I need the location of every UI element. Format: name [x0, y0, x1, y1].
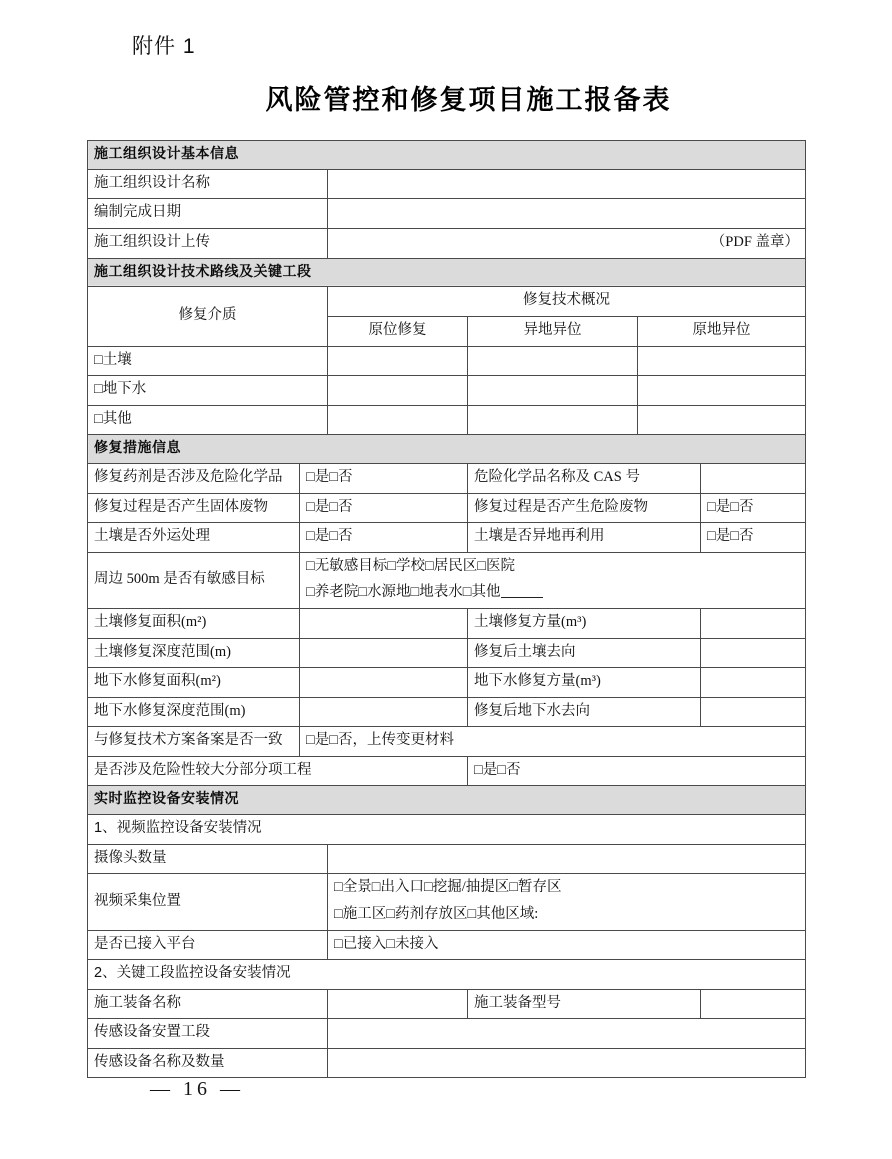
table-row — [88, 668, 806, 698]
label-plan-consistency: 与修复技术方案备案是否一致 — [88, 727, 300, 757]
checkbox-agent-hazardous-chemical[interactable]: □是□否 — [300, 464, 468, 494]
table-row — [88, 464, 806, 494]
label-soil-offsite-reuse: 土壤是否异地再利用 — [468, 523, 701, 553]
label-hazardous-waste: 修复过程是否产生危险废物 — [468, 493, 701, 523]
field-groundwater-destination[interactable] — [701, 697, 806, 727]
checkbox-soil-offsite-reuse[interactable]: □是□否 — [701, 523, 806, 553]
checkbox-media-soil[interactable]: □土壤 — [88, 346, 328, 376]
label-groundwater-repair-area: 地下水修复面积(m²) — [88, 668, 300, 698]
sensitive-targets-line-2-text: □养老院□水源地□地表水□其他 — [306, 584, 501, 601]
attachment-label: 附件 1 — [132, 35, 196, 58]
header-repair-media: 修复介质 — [88, 287, 328, 346]
cell-soil-ex-situ-onsite[interactable] — [638, 346, 806, 376]
label-solid-waste: 修复过程是否产生固体废物 — [88, 493, 300, 523]
header-repair-tech-overview: 修复技术概况 — [328, 287, 806, 317]
label-camera-count: 摄像头数量 — [88, 844, 328, 874]
table-row — [88, 405, 806, 435]
label-equipment-name: 施工装备名称 — [88, 989, 328, 1019]
field-sensor-name-qty[interactable] — [328, 1048, 806, 1078]
label-soil-repair-volume: 土壤修复方量(m³) — [468, 608, 701, 638]
field-equipment-model[interactable] — [701, 989, 806, 1019]
cell-groundwater-ex-situ-onsite[interactable] — [638, 376, 806, 406]
table-row — [88, 989, 806, 1019]
cell-other-ex-situ-offsite[interactable] — [468, 405, 638, 435]
cell-other-ex-situ-onsite[interactable] — [638, 405, 806, 435]
field-sensor-location[interactable] — [328, 1019, 806, 1049]
table-row — [88, 815, 806, 845]
section-header-monitoring: 实时监控设备安装情况 — [88, 786, 806, 815]
table-row — [88, 1019, 806, 1049]
table-row — [88, 727, 806, 757]
label-groundwater-repair-volume: 地下水修复方量(m³) — [468, 668, 701, 698]
checkbox-solid-waste[interactable]: □是□否 — [300, 493, 468, 523]
table-row — [88, 199, 806, 229]
table-row — [88, 376, 806, 406]
sensitive-targets-other-blank[interactable] — [501, 597, 543, 598]
checkbox-hazardous-waste[interactable]: □是□否 — [701, 493, 806, 523]
label-soil-repair-area: 土壤修复面积(m²) — [88, 608, 300, 638]
section-header-basic-info: 施工组织设计基本信息 — [88, 141, 806, 170]
sensitive-targets-line-2[interactable] — [306, 583, 799, 603]
checkbox-media-other[interactable]: □其他 — [88, 405, 328, 435]
sensitive-targets-line-1[interactable]: □无敏感目标□学校□居民区□医院 — [306, 557, 516, 574]
field-groundwater-repair-volume[interactable] — [701, 668, 806, 698]
checkbox-group-capture-position[interactable] — [328, 874, 806, 930]
table-row — [88, 874, 806, 930]
label-dangerous-subproject: 是否涉及危险性较大分部分项工程 — [88, 756, 468, 786]
checkbox-group-sensitive-targets[interactable] — [300, 552, 806, 608]
section-header-measures: 修复措施信息 — [88, 435, 806, 464]
label-agent-hazardous-chemical: 修复药剂是否涉及危险化学品 — [88, 464, 300, 494]
capture-position-line-2[interactable]: □施工区□药剂存放区□其他区域: — [334, 905, 539, 922]
cell-soil-ex-situ-offsite[interactable] — [468, 346, 638, 376]
checkbox-dangerous-subproject[interactable]: □是□否 — [468, 756, 806, 786]
table-row — [88, 169, 806, 199]
table-row — [88, 697, 806, 727]
table-row — [88, 523, 806, 553]
label-soil-repair-depth: 土壤修复深度范围(m) — [88, 638, 300, 668]
section-header-row — [88, 435, 806, 464]
field-completion-date[interactable] — [328, 199, 806, 229]
field-soil-repair-depth[interactable] — [300, 638, 468, 668]
label-soil-destination: 修复后土壤去向 — [468, 638, 701, 668]
field-groundwater-repair-depth[interactable] — [300, 697, 468, 727]
label-sensor-location: 传感设备安置工段 — [88, 1019, 328, 1049]
table-row — [88, 552, 806, 608]
header-tech-in-situ: 原位修复 — [328, 317, 468, 347]
field-equipment-name[interactable] — [328, 989, 468, 1019]
table-row — [88, 844, 806, 874]
cell-groundwater-ex-situ-offsite[interactable] — [468, 376, 638, 406]
field-soil-repair-volume[interactable] — [701, 608, 806, 638]
page-number: — 16 — — [150, 1078, 244, 1100]
header-tech-ex-situ-offsite: 异地异位 — [468, 317, 638, 347]
checkbox-plan-consistency[interactable]: □是□否，上传变更材料 — [300, 727, 806, 757]
subsection-key-section-monitoring: 2、关键工段监控设备安装情况 — [88, 960, 806, 990]
table-row — [88, 756, 806, 786]
section-header-row — [88, 786, 806, 815]
checkbox-platform-connected[interactable]: □已接入□未接入 — [328, 930, 806, 960]
table-row — [88, 346, 806, 376]
label-equipment-model: 施工装备型号 — [468, 989, 701, 1019]
section-header-tech-route: 施工组织设计技术路线及关键工段 — [88, 258, 806, 287]
header-tech-ex-situ-onsite: 原地异位 — [638, 317, 806, 347]
field-chemical-name-cas[interactable] — [701, 464, 806, 494]
capture-position-line-1[interactable]: □全景□出入口□挖掘/抽提区□暂存区 — [334, 879, 562, 896]
table-row — [88, 608, 806, 638]
checkbox-soil-offsite-treatment[interactable]: □是□否 — [300, 523, 468, 553]
label-groundwater-destination: 修复后地下水去向 — [468, 697, 701, 727]
field-camera-count[interactable] — [328, 844, 806, 874]
label-sensitive-targets: 周边 500m 是否有敏感目标 — [88, 552, 300, 608]
checkbox-media-groundwater[interactable]: □地下水 — [88, 376, 328, 406]
table-row — [88, 287, 806, 317]
field-soil-repair-area[interactable] — [300, 608, 468, 638]
cell-soil-in-situ[interactable] — [328, 346, 468, 376]
table-row — [88, 930, 806, 960]
label-chemical-name-cas: 危险化学品名称及 CAS 号 — [468, 464, 701, 494]
label-groundwater-repair-depth: 地下水修复深度范围(m) — [88, 697, 300, 727]
page-title: 风险管控和修复项目施工报备表 — [265, 85, 672, 116]
table-row — [88, 638, 806, 668]
label-capture-position: 视频采集位置 — [88, 874, 328, 930]
section-header-row — [88, 141, 806, 170]
field-soil-destination[interactable] — [701, 638, 806, 668]
cell-groundwater-in-situ[interactable] — [328, 376, 468, 406]
report-form-table — [87, 140, 806, 1078]
label-platform-connected: 是否已接入平台 — [88, 930, 328, 960]
section-header-row — [88, 258, 806, 287]
table-row — [88, 1048, 806, 1078]
field-design-name[interactable] — [328, 169, 806, 199]
field-design-upload-note[interactable]: （PDF 盖章） — [328, 229, 806, 259]
label-completion-date: 编制完成日期 — [88, 199, 328, 229]
report-form — [87, 140, 805, 1078]
label-sensor-name-qty: 传感设备名称及数量 — [88, 1048, 328, 1078]
label-design-name: 施工组织设计名称 — [88, 169, 328, 199]
table-row — [88, 960, 806, 990]
table-row — [88, 493, 806, 523]
subsection-video-monitoring: 1、视频监控设备安装情况 — [88, 815, 806, 845]
label-design-upload: 施工组织设计上传 — [88, 229, 328, 259]
table-row — [88, 229, 806, 259]
label-soil-offsite-treatment: 土壤是否外运处理 — [88, 523, 300, 553]
cell-other-in-situ[interactable] — [328, 405, 468, 435]
field-groundwater-repair-area[interactable] — [300, 668, 468, 698]
